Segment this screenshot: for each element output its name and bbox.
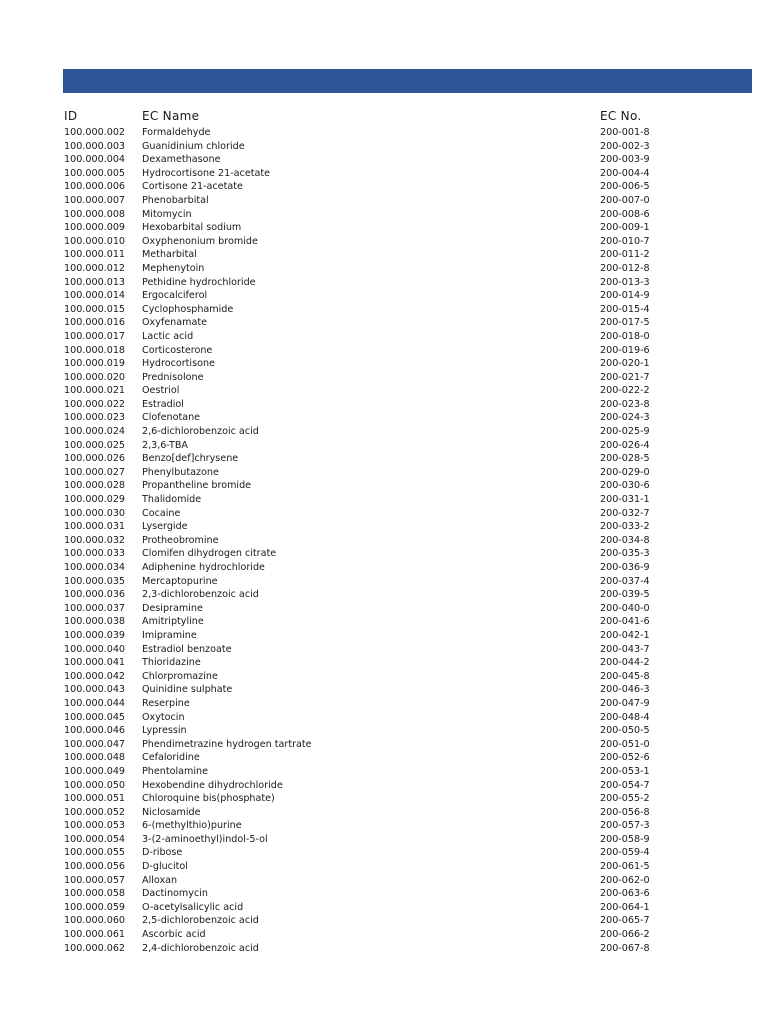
cell-id: 100.000.036 bbox=[64, 589, 126, 601]
cell-id: 100.000.011 bbox=[64, 249, 126, 261]
cell-name: Prednisolone bbox=[142, 371, 204, 383]
cell-id: 100.000.034 bbox=[64, 562, 126, 573]
table-row bbox=[0, 398, 768, 412]
cell-ec-number: 200-003-9 bbox=[600, 154, 650, 166]
cell-id: 100.000.012 bbox=[64, 262, 126, 274]
cell-ec-number: 200-001-8 bbox=[600, 127, 650, 138]
table-row bbox=[0, 466, 768, 480]
cell-id: 100.000.014 bbox=[64, 290, 126, 302]
cell-ec-number: 200-025-9 bbox=[600, 426, 650, 438]
table-row bbox=[0, 561, 768, 575]
cell-ec-number: 200-009-1 bbox=[600, 222, 650, 234]
cell-name: Oxytocin bbox=[142, 711, 185, 723]
cell-name: 2,6-dichlorobenzoic acid bbox=[142, 426, 259, 438]
table-row bbox=[0, 384, 768, 398]
cell-ec-number: 200-066-2 bbox=[600, 929, 650, 941]
cell-ec-number: 200-048-4 bbox=[600, 711, 650, 723]
cell-name: Chloroquine bis(phosphate) bbox=[142, 793, 275, 805]
cell-ec-number: 200-036-9 bbox=[600, 562, 650, 573]
table-row bbox=[0, 629, 768, 643]
column-header-name: EC Name bbox=[142, 109, 200, 123]
table-row bbox=[0, 126, 768, 140]
cell-id: 100.000.032 bbox=[64, 534, 126, 546]
cell-ec-number: 200-011-2 bbox=[600, 249, 650, 261]
cell-ec-number: 200-059-4 bbox=[600, 847, 650, 859]
cell-id: 100.000.051 bbox=[64, 793, 126, 805]
cell-id: 100.000.050 bbox=[64, 779, 126, 791]
cell-id: 100.000.059 bbox=[64, 901, 126, 913]
cell-name: Hydrocortisone 21-acetate bbox=[142, 167, 271, 179]
cell-id: 100.000.045 bbox=[64, 711, 126, 723]
cell-id: 100.000.006 bbox=[64, 181, 126, 193]
cell-ec-number: 200-052-6 bbox=[600, 752, 650, 764]
table-row bbox=[0, 602, 768, 616]
table-row bbox=[0, 575, 768, 589]
cell-id: 100.000.043 bbox=[64, 684, 126, 696]
cell-ec-number: 200-045-8 bbox=[600, 670, 650, 682]
cell-id: 100.000.026 bbox=[64, 453, 126, 465]
cell-name: Propantheline bromide bbox=[142, 480, 252, 492]
cell-ec-number: 200-024-3 bbox=[600, 412, 650, 424]
table-row bbox=[0, 479, 768, 493]
cell-name: Corticosterone bbox=[142, 344, 213, 356]
cell-ec-number: 200-033-2 bbox=[600, 521, 650, 533]
cell-id: 100.000.016 bbox=[64, 317, 126, 329]
cell-name: Metharbital bbox=[142, 249, 197, 261]
cell-ec-number: 200-030-6 bbox=[600, 480, 650, 492]
cell-id: 100.000.060 bbox=[64, 915, 126, 927]
cell-name: Dexamethasone bbox=[142, 154, 221, 166]
header-banner bbox=[63, 69, 752, 93]
table-row bbox=[0, 547, 768, 561]
table-row bbox=[0, 765, 768, 779]
cell-ec-number: 200-037-4 bbox=[600, 575, 650, 587]
cell-ec-number: 200-021-7 bbox=[600, 371, 650, 383]
cell-name: 2,4-dichlorobenzoic acid bbox=[142, 942, 259, 954]
cell-ec-number: 200-063-6 bbox=[600, 888, 650, 900]
cell-name: Formaldehyde bbox=[142, 127, 211, 138]
cell-name: Phendimetrazine hydrogen tartrate bbox=[142, 738, 312, 750]
table-row bbox=[0, 425, 768, 439]
cell-name: Mephenytoin bbox=[142, 262, 205, 274]
cell-id: 100.000.039 bbox=[64, 629, 126, 641]
cell-id: 100.000.017 bbox=[64, 330, 126, 342]
cell-id: 100.000.005 bbox=[64, 167, 126, 179]
cell-id: 100.000.015 bbox=[64, 303, 126, 315]
cell-ec-number: 200-054-7 bbox=[600, 779, 650, 791]
table-header bbox=[0, 109, 768, 125]
table-row bbox=[0, 670, 768, 684]
cell-name: 2,3-dichlorobenzoic acid bbox=[142, 589, 259, 601]
table-row bbox=[0, 153, 768, 167]
cell-id: 100.000.004 bbox=[64, 154, 126, 166]
cell-name: Phentolamine bbox=[142, 765, 209, 777]
table-row bbox=[0, 493, 768, 507]
cell-id: 100.000.009 bbox=[64, 222, 126, 234]
cell-id: 100.000.055 bbox=[64, 847, 126, 859]
cell-ec-number: 200-053-1 bbox=[600, 765, 650, 777]
cell-name: Phenylbutazone bbox=[142, 466, 219, 478]
cell-ec-number: 200-008-6 bbox=[600, 208, 650, 220]
cell-ec-number: 200-015-4 bbox=[600, 303, 650, 315]
cell-name: 2,3,6-TBA bbox=[142, 439, 188, 451]
cell-ec-number: 200-017-5 bbox=[600, 317, 650, 329]
table-row bbox=[0, 534, 768, 548]
cell-name: Desipramine bbox=[142, 602, 203, 614]
cell-ec-number: 200-062-0 bbox=[600, 874, 650, 886]
cell-id: 100.000.047 bbox=[64, 738, 126, 750]
cell-name: Lypressin bbox=[142, 725, 187, 737]
table-row bbox=[0, 194, 768, 208]
cell-id: 100.000.046 bbox=[64, 725, 126, 737]
cell-name: Imipramine bbox=[142, 629, 197, 641]
cell-name: Niclosamide bbox=[142, 806, 201, 818]
cell-id: 100.000.037 bbox=[64, 602, 126, 614]
cell-ec-number: 200-032-7 bbox=[600, 507, 650, 519]
cell-name: Adiphenine hydrochloride bbox=[142, 562, 265, 573]
table-row bbox=[0, 833, 768, 847]
cell-id: 100.000.056 bbox=[64, 861, 126, 873]
cell-name: Cocaine bbox=[142, 507, 181, 519]
table-row bbox=[0, 901, 768, 915]
cell-name: Reserpine bbox=[142, 697, 190, 709]
table-row bbox=[0, 507, 768, 521]
cell-id: 100.000.002 bbox=[64, 127, 126, 138]
cell-id: 100.000.061 bbox=[64, 929, 126, 941]
cell-ec-number: 200-044-2 bbox=[600, 657, 650, 669]
table-row bbox=[0, 520, 768, 534]
cell-name: Hexobendine dihydrochloride bbox=[142, 779, 283, 791]
cell-name: Lactic acid bbox=[142, 330, 194, 342]
cell-name: Mitomycin bbox=[142, 208, 192, 220]
cell-name: O-acetylsalicylic acid bbox=[142, 901, 244, 913]
cell-ec-number: 200-023-8 bbox=[600, 398, 650, 410]
cell-id: 100.000.022 bbox=[64, 398, 126, 410]
table-row bbox=[0, 615, 768, 629]
cell-id: 100.000.010 bbox=[64, 235, 126, 247]
cell-name: Thioridazine bbox=[142, 657, 201, 669]
cell-id: 100.000.058 bbox=[64, 888, 126, 900]
cell-name: Oestriol bbox=[142, 385, 180, 397]
cell-id: 100.000.057 bbox=[64, 874, 126, 886]
table-row bbox=[0, 411, 768, 425]
cell-id: 100.000.003 bbox=[64, 140, 126, 152]
cell-ec-number: 200-065-7 bbox=[600, 915, 650, 927]
table-row bbox=[0, 724, 768, 738]
cell-id: 100.000.041 bbox=[64, 657, 126, 669]
cell-id: 100.000.030 bbox=[64, 507, 126, 519]
cell-name: Estradiol bbox=[142, 398, 184, 410]
cell-name: Ascorbic acid bbox=[142, 929, 206, 941]
cell-ec-number: 200-007-0 bbox=[600, 194, 650, 206]
table-row bbox=[0, 697, 768, 711]
table-row bbox=[0, 806, 768, 820]
table-row bbox=[0, 928, 768, 942]
cell-ec-number: 200-055-2 bbox=[600, 793, 650, 805]
cell-ec-number: 200-006-5 bbox=[600, 181, 650, 193]
cell-name: 3-(2-aminoethyl)indol-5-ol bbox=[142, 833, 268, 845]
table-row bbox=[0, 588, 768, 602]
table-row bbox=[0, 860, 768, 874]
table-row bbox=[0, 208, 768, 222]
table-row bbox=[0, 330, 768, 344]
cell-ec-number: 200-004-4 bbox=[600, 167, 650, 179]
table-row bbox=[0, 140, 768, 154]
cell-ec-number: 200-057-3 bbox=[600, 820, 650, 832]
cell-name: Hexobarbital sodium bbox=[142, 222, 242, 234]
column-header-ec: EC No. bbox=[600, 109, 642, 123]
table-row bbox=[0, 357, 768, 371]
cell-id: 100.000.049 bbox=[64, 765, 126, 777]
table-row bbox=[0, 846, 768, 860]
cell-name: D-ribose bbox=[142, 847, 183, 859]
cell-name: Hydrocortisone bbox=[142, 358, 215, 370]
cell-ec-number: 200-043-7 bbox=[600, 643, 650, 655]
cell-name: Dactinomycin bbox=[142, 888, 208, 900]
cell-name: Alloxan bbox=[142, 874, 178, 886]
table-row bbox=[0, 779, 768, 793]
cell-ec-number: 200-035-3 bbox=[600, 548, 650, 560]
cell-id: 100.000.031 bbox=[64, 521, 126, 533]
cell-id: 100.000.020 bbox=[64, 371, 126, 383]
table-row bbox=[0, 235, 768, 249]
cell-id: 100.000.042 bbox=[64, 670, 126, 682]
table-body bbox=[0, 126, 768, 955]
table-row bbox=[0, 914, 768, 928]
cell-name: Mercaptopurine bbox=[142, 575, 218, 587]
cell-ec-number: 200-013-3 bbox=[600, 276, 650, 288]
cell-id: 100.000.048 bbox=[64, 752, 126, 764]
cell-name: Lysergide bbox=[142, 521, 188, 533]
cell-name: Cyclophosphamide bbox=[142, 303, 234, 315]
cell-id: 100.000.008 bbox=[64, 208, 126, 220]
cell-ec-number: 200-047-9 bbox=[600, 697, 650, 709]
cell-id: 100.000.038 bbox=[64, 616, 126, 628]
cell-id: 100.000.028 bbox=[64, 480, 126, 492]
cell-name: Quinidine sulphate bbox=[142, 684, 233, 696]
cell-name: Protheobromine bbox=[142, 534, 219, 546]
table-row bbox=[0, 643, 768, 657]
cell-name: Cortisone 21-acetate bbox=[142, 181, 243, 193]
cell-id: 100.000.033 bbox=[64, 548, 126, 560]
cell-ec-number: 200-020-1 bbox=[600, 358, 650, 370]
table-row bbox=[0, 819, 768, 833]
cell-ec-number: 200-064-1 bbox=[600, 901, 650, 913]
cell-id: 100.000.062 bbox=[64, 942, 126, 954]
cell-ec-number: 200-051-0 bbox=[600, 738, 650, 750]
table-row bbox=[0, 711, 768, 725]
cell-ec-number: 200-026-4 bbox=[600, 439, 650, 451]
cell-name: Amitriptyline bbox=[142, 616, 204, 628]
cell-ec-number: 200-056-8 bbox=[600, 806, 650, 818]
cell-name: Thalidomide bbox=[142, 494, 202, 506]
table-row bbox=[0, 344, 768, 358]
cell-ec-number: 200-040-0 bbox=[600, 602, 650, 614]
table-row bbox=[0, 371, 768, 385]
cell-id: 100.000.007 bbox=[64, 194, 126, 206]
table-row bbox=[0, 262, 768, 276]
table-row bbox=[0, 792, 768, 806]
table-row bbox=[0, 738, 768, 752]
cell-ec-number: 200-050-5 bbox=[600, 725, 650, 737]
table-row bbox=[0, 874, 768, 888]
cell-id: 100.000.052 bbox=[64, 806, 126, 818]
cell-ec-number: 200-029-0 bbox=[600, 466, 650, 478]
cell-ec-number: 200-022-2 bbox=[600, 385, 650, 397]
column-header-id: ID bbox=[64, 109, 78, 123]
cell-ec-number: 200-058-9 bbox=[600, 833, 650, 845]
table-row bbox=[0, 751, 768, 765]
table-row bbox=[0, 942, 768, 956]
cell-ec-number: 200-039-5 bbox=[600, 589, 650, 601]
cell-id: 100.000.013 bbox=[64, 276, 126, 288]
cell-name: Clofenotane bbox=[142, 412, 201, 424]
cell-id: 100.000.044 bbox=[64, 697, 126, 709]
cell-id: 100.000.021 bbox=[64, 385, 126, 397]
cell-name: Cefaloridine bbox=[142, 752, 200, 764]
cell-name: Oxyfenamate bbox=[142, 317, 208, 329]
table-row bbox=[0, 248, 768, 262]
cell-id: 100.000.027 bbox=[64, 466, 126, 478]
cell-id: 100.000.053 bbox=[64, 820, 126, 832]
cell-id: 100.000.023 bbox=[64, 412, 126, 424]
cell-ec-number: 200-046-3 bbox=[600, 684, 650, 696]
cell-name: 6-(methylthio)purine bbox=[142, 820, 242, 832]
cell-name: Chlorpromazine bbox=[142, 670, 218, 682]
cell-name: 2,5-dichlorobenzoic acid bbox=[142, 915, 259, 927]
cell-id: 100.000.024 bbox=[64, 426, 126, 438]
cell-id: 100.000.025 bbox=[64, 439, 126, 451]
cell-name: Clomifen dihydrogen citrate bbox=[142, 548, 277, 560]
table-row bbox=[0, 276, 768, 290]
cell-id: 100.000.018 bbox=[64, 344, 126, 356]
cell-id: 100.000.054 bbox=[64, 833, 126, 845]
table-row bbox=[0, 303, 768, 317]
cell-ec-number: 200-014-9 bbox=[600, 290, 650, 302]
table-row bbox=[0, 656, 768, 670]
cell-name: Pethidine hydrochloride bbox=[142, 276, 256, 288]
table-row bbox=[0, 167, 768, 181]
cell-id: 100.000.035 bbox=[64, 575, 126, 587]
cell-ec-number: 200-061-5 bbox=[600, 861, 650, 873]
cell-name: Ergocalciferol bbox=[142, 290, 208, 302]
cell-ec-number: 200-041-6 bbox=[600, 616, 650, 628]
cell-ec-number: 200-002-3 bbox=[600, 140, 650, 152]
cell-ec-number: 200-034-8 bbox=[600, 534, 650, 546]
table-row bbox=[0, 289, 768, 303]
cell-id: 100.000.029 bbox=[64, 494, 126, 506]
cell-name: Estradiol benzoate bbox=[142, 643, 232, 655]
cell-ec-number: 200-012-8 bbox=[600, 262, 650, 274]
cell-id: 100.000.040 bbox=[64, 643, 126, 655]
cell-ec-number: 200-067-8 bbox=[600, 942, 650, 954]
cell-ec-number: 200-042-1 bbox=[600, 629, 650, 641]
table-row bbox=[0, 887, 768, 901]
cell-id: 100.000.019 bbox=[64, 358, 126, 370]
cell-name: D-glucitol bbox=[142, 861, 188, 873]
table-row bbox=[0, 180, 768, 194]
table-row bbox=[0, 683, 768, 697]
cell-name: Oxyphenonium bromide bbox=[142, 235, 258, 247]
cell-name: Phenobarbital bbox=[142, 194, 209, 206]
table-row bbox=[0, 221, 768, 235]
cell-ec-number: 200-018-0 bbox=[600, 330, 650, 342]
table-row bbox=[0, 439, 768, 453]
table-row bbox=[0, 452, 768, 466]
cell-name: Guanidinium chloride bbox=[142, 140, 245, 152]
cell-ec-number: 200-019-6 bbox=[600, 344, 650, 356]
cell-ec-number: 200-010-7 bbox=[600, 235, 650, 247]
cell-ec-number: 200-031-1 bbox=[600, 494, 650, 506]
table-row bbox=[0, 316, 768, 330]
cell-ec-number: 200-028-5 bbox=[600, 453, 650, 465]
cell-name: Benzo[def]chrysene bbox=[142, 453, 239, 465]
